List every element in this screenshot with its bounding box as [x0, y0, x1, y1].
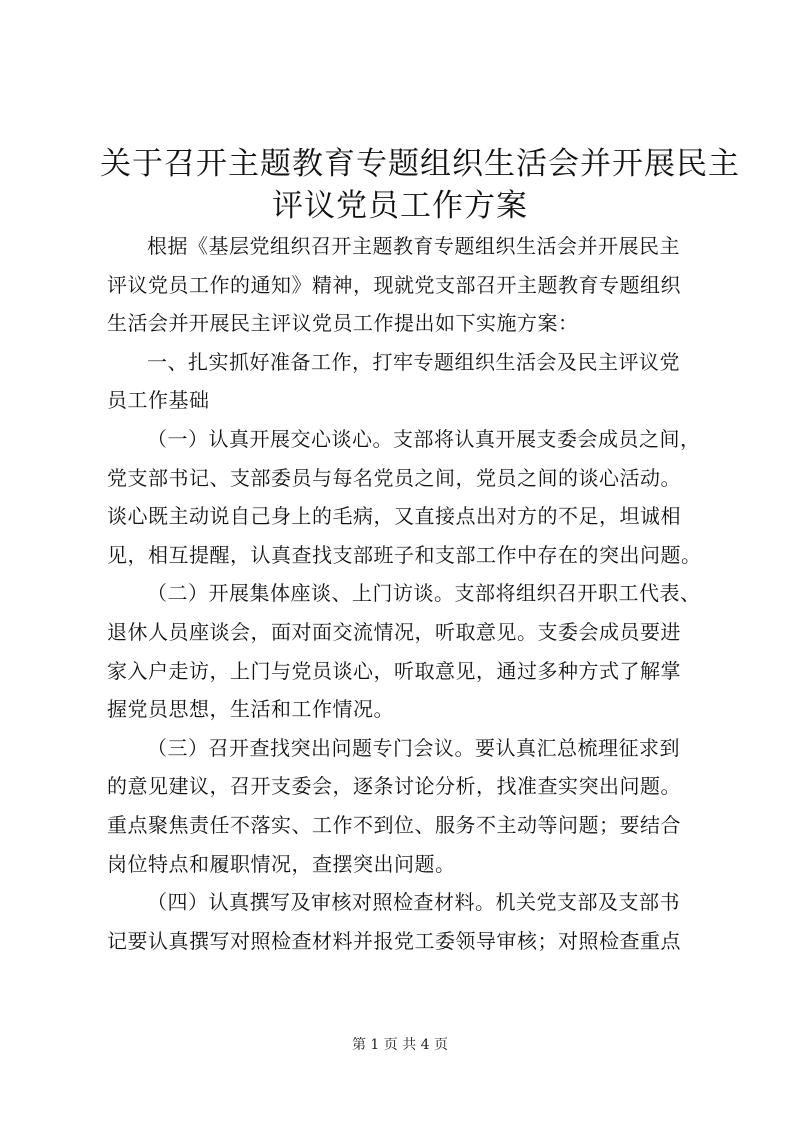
document-body: [107, 227, 707, 960]
paragraph-line: （一）认真开展交心谈心。支部将认真开展支委会成员之间，: [147, 426, 701, 451]
paragraph-line: 生活会并开展民主评议党员工作提出如下实施方案：: [107, 311, 579, 336]
paragraph-line: 家入户走访，上门与党员谈心，听取意见，通过多种方式了解掌: [107, 658, 681, 683]
paragraph-line: 重点聚焦责任不落实、工作不到位、服务不主动等问题；要结合: [107, 812, 681, 837]
paragraph-line: 记要认真撰写对照检查材料并报党工委领导审核；对照检查重点: [107, 928, 681, 953]
document-title-line-1: 关于召开主题教育专题组织生活会并开展民主: [100, 146, 740, 182]
paragraph-line: （三）召开查找突出问题专门会议。要认真汇总梳理征求到: [147, 735, 680, 760]
section-heading-line: 员工作基础: [107, 388, 210, 413]
paragraph-line: 根据《基层党组织召开主题教育专题组织生活会并开展民主: [147, 234, 680, 258]
paragraph-line: 见，相互提醒，认真查找支部班子和支部工作中存在的突出问题。: [107, 542, 702, 567]
page-number-footer: 第 1 页 共 4 页: [351, 1037, 449, 1053]
paragraph-line: 党支部书记、支部委员与每名党员之间，党员之间的谈心活动。: [107, 465, 681, 490]
document-title-line-2: 评议党员工作方案: [272, 188, 528, 224]
paragraph-line: 谈心既主动说自己身上的毛病，又直接点出对方的不足，坦诚相: [107, 504, 681, 529]
section-heading-line: 一、扎实抓好准备工作，打牢专题组织生活会及民主评议党: [147, 349, 680, 374]
paragraph-line: （二）开展集体座谈、上门访谈。支部将组织召开职工代表、: [147, 581, 701, 606]
paragraph-line: 岗位特点和履职情况，查摆突出问题。: [107, 851, 456, 876]
paragraph-line: 的意见建议，召开支委会，逐条讨论分析，找准查实突出问题。: [107, 774, 681, 799]
paragraph-line: （四）认真撰写及审核对照检查材料。机关党支部及支部书: [147, 890, 680, 915]
paragraph-line: 握党员思想，生活和工作情况。: [107, 697, 394, 722]
paragraph-line: 退休人员座谈会，面对面交流情况，听取意见。支委会成员要进: [107, 619, 681, 644]
paragraph-line: 评议党员工作的通知》精神，现就党支部召开主题教育专题组织: [107, 272, 681, 297]
